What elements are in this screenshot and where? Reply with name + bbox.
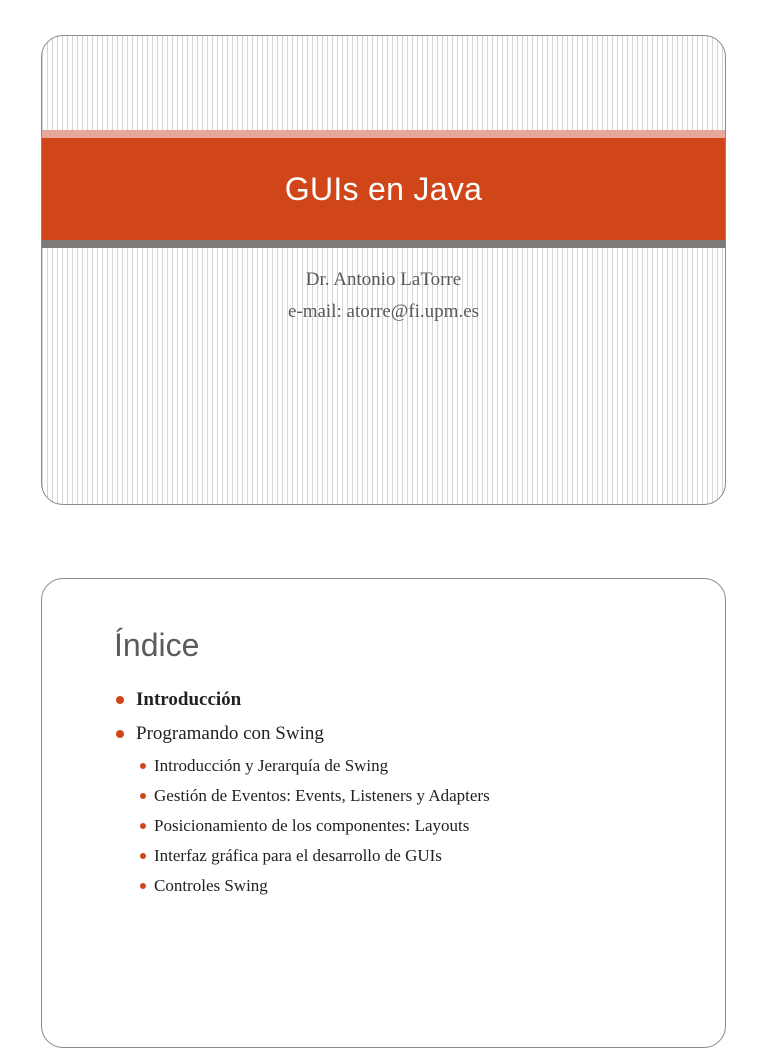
list-subitem-label: Posicionamiento de los componentes: Layouts <box>154 816 470 835</box>
index-slide <box>41 578 726 1048</box>
list-subitem <box>114 751 490 781</box>
title-band <box>42 138 725 240</box>
author-name: Dr. Antonio LaTorre <box>305 269 462 290</box>
list-subitem-label: Gestión de Eventos: Events, Listeners y Adapters <box>154 786 490 805</box>
list-subitem <box>114 841 490 871</box>
index-heading: Índice <box>114 627 200 663</box>
bullet-icon <box>116 730 124 738</box>
bullet-icon <box>140 763 146 769</box>
bullet-icon <box>140 883 146 889</box>
list-item-label: Programando con Swing <box>136 723 324 744</box>
bullet-icon <box>140 823 146 829</box>
bullet-icon <box>140 853 146 859</box>
title-bottom-strip <box>42 240 725 248</box>
author-email: e-mail: atorre@fi.upm.es <box>287 301 480 322</box>
list-item <box>114 683 490 717</box>
bullet-icon <box>140 793 146 799</box>
list-subitem-label: Interfaz gráfica para el desarrollo de GUIs <box>154 846 442 865</box>
title-top-strip <box>42 130 725 138</box>
title-slide <box>41 35 726 505</box>
slide-subtitle <box>42 264 725 328</box>
list-subitem-label: Controles Swing <box>154 876 268 895</box>
list-subitem <box>114 871 490 901</box>
list-item-label: Introducción <box>136 689 242 710</box>
list-item <box>114 717 490 751</box>
index-list <box>114 683 490 901</box>
slide-title: GUIs en Java <box>284 170 483 207</box>
list-subitem <box>114 811 490 841</box>
list-subitem <box>114 781 490 811</box>
bullet-icon <box>116 696 124 704</box>
list-subitem-label: Introducción y Jerarquía de Swing <box>154 756 389 775</box>
